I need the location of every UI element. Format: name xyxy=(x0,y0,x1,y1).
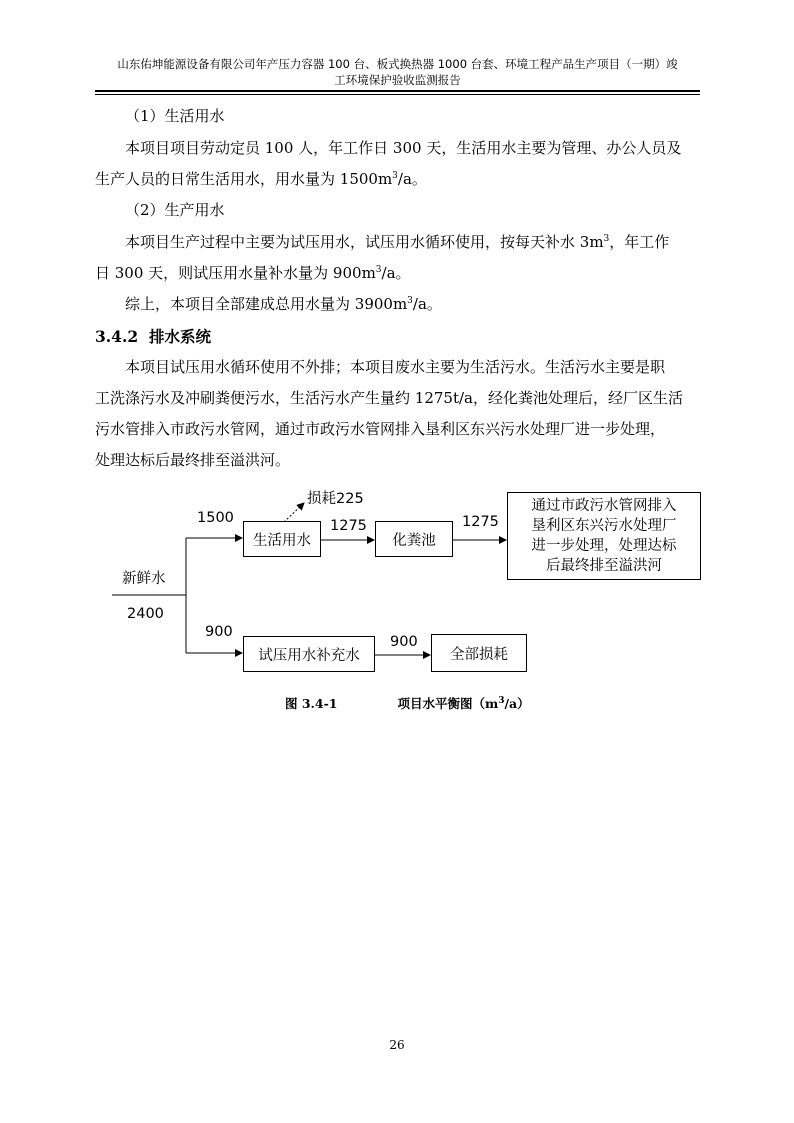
label-branch-top-value: 1500 xyxy=(197,510,234,526)
subheading-production-water: （2）生产用水 xyxy=(125,201,225,219)
header-line-2: 工环境保护验收监测报告 xyxy=(334,73,461,87)
figure-caption: 图 3.4-1 项目水平衡图$(m^3/a)$ xyxy=(285,695,530,711)
label-flow-1275-b: 1275 xyxy=(462,514,499,530)
paragraph-drainage-line-4: 处理达标后最终排至溢洪河。 xyxy=(95,451,291,469)
paragraph-total: 综上，本项目全部建成总用水量为 $3900m^3/a$。 xyxy=(125,295,442,313)
label-flow-1275-a: 1275 xyxy=(330,518,367,534)
figure-number: 图 3.4-1 xyxy=(285,696,338,711)
arrow-loss-dashed xyxy=(284,503,304,522)
paragraph-production-line-1: 本项目生产过程中主要为试压用水，试压用水循环使用，按每天补水 $3m^3$，年工作 xyxy=(125,233,670,251)
box-domestic-water: 生活用水 xyxy=(243,521,321,557)
box-total-loss: 全部损耗 xyxy=(431,634,527,672)
paragraph-domestic-line-1: 本项目项目劳动定员 100 人，年工作日 300 天，生活用水主要为管理、办公人员及 xyxy=(125,139,682,157)
subheading-domestic-water: （1）生活用水 xyxy=(125,107,225,125)
discharge-line-2: 垦利区东兴污水处理厂 xyxy=(531,518,677,534)
paragraph-drainage-line-2: 工洗涤污水及冲刷粪便污水，生活污水产生量约 1275t/a，经化粪池处理后，经厂区生活 xyxy=(95,389,683,407)
label-loss-225: 损耗225 xyxy=(307,491,364,507)
header-line-1: 山东佑坤能源设备有限公司年产压力容器 100 台、板式换热器 1000 台套、环境工程产品生产项目（一期）竣 xyxy=(117,57,678,71)
discharge-line-3: 进一步处理，处理达标 xyxy=(531,538,677,554)
box-discharge xyxy=(507,492,701,580)
label-branch-bottom-value: 900 xyxy=(205,624,233,640)
box-septic-tank: 化粪池 xyxy=(375,521,453,557)
box-pressure-test-water: 试压用水补充水 xyxy=(243,636,375,672)
discharge-line-4: 后最终排至溢洪河 xyxy=(546,558,662,574)
paragraph-drainage-line-3: 污水管排入市政污水管网，通过市政污水管网排入垦利区东兴污水处理厂进一步处理， xyxy=(95,420,666,438)
section-number: 3.4.2 xyxy=(95,327,139,346)
paragraph-drainage-line-1: 本项目试压用水循环使用不外排；本项目废水主要为生活污水。生活污水主要是职 xyxy=(125,358,666,376)
label-fresh-water-value: 2400 xyxy=(127,606,164,622)
page-number: 26 xyxy=(389,1038,405,1052)
label-flow-900: 900 xyxy=(390,634,418,650)
paragraph-production-line-2: 日 300 天，则试压用水量补水量为 $900m^3/a$。 xyxy=(95,264,411,282)
discharge-line-1: 通过市政污水管网排入 xyxy=(531,498,677,514)
paragraph-domestic-line-2: 生产人员的日常生活用水，用水量为 $1500m^3/a$。 xyxy=(95,170,427,188)
section-title: 排水系统 xyxy=(148,328,211,346)
label-fresh-water: 新鲜水 xyxy=(122,571,166,587)
